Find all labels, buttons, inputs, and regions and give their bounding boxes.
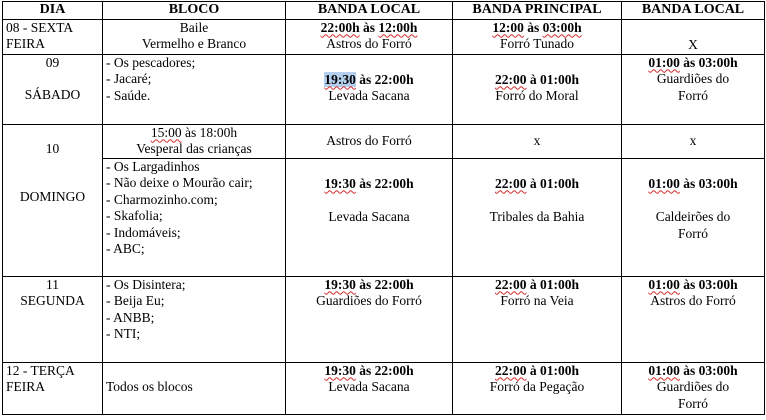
band-name: Tribales da Bahia (489, 209, 585, 224)
local2-cell (622, 124, 765, 158)
time-start: 22:00 (494, 362, 527, 378)
band-name: Forró (678, 225, 708, 241)
time-start: 01:00 (648, 175, 680, 191)
local1-cell (286, 124, 453, 158)
bloco-item: - Charmozinho.com; (106, 191, 218, 207)
dia-line: FEIRA (6, 36, 46, 51)
time-end: 22:00h (374, 71, 414, 87)
bloco-line: Baile (179, 19, 209, 35)
dia-line: 11 (46, 276, 59, 292)
band-name: x (689, 132, 697, 148)
time-end: 03:00h (698, 54, 738, 70)
time-end: 01:00h (539, 175, 579, 191)
local1-cell (286, 276, 453, 362)
time-sep: às (679, 362, 699, 378)
dia-cell (3, 54, 103, 124)
bloco-item: - Jacaré; (106, 71, 152, 86)
band-name: Forró do Moral (495, 88, 579, 103)
principal-cell (453, 54, 622, 124)
band-name: Astros do Forró (650, 293, 736, 308)
schedule-table (2, 1, 765, 415)
time-range (456, 363, 618, 380)
time-range (625, 277, 761, 294)
time-sep: às (355, 362, 375, 378)
principal-cell (453, 124, 622, 158)
time-start: 22:00 (494, 276, 527, 292)
time-sep: à (526, 175, 540, 191)
dia-cell (3, 124, 103, 276)
dia-cell (3, 362, 103, 414)
bloco-line: Vermelho e Branco (141, 36, 247, 51)
header-row (3, 2, 765, 20)
band-name: Forró na Veia (500, 293, 574, 308)
time-sep: às (355, 71, 375, 87)
dia-line: SEGUNDA (20, 293, 85, 308)
time-range (289, 176, 449, 193)
time-range (289, 277, 449, 294)
dia-cell (3, 276, 103, 362)
principal-cell (453, 362, 622, 414)
band-name: Forró Tunado (500, 36, 574, 51)
dia-line: DOMINGO (19, 189, 86, 204)
time-start: 01:00 (648, 362, 680, 378)
header-banda-local-1: BANDA LOCAL (286, 2, 453, 20)
bloco-cell (103, 276, 286, 362)
time-start: 22:00h (320, 19, 360, 35)
dia-cell (3, 19, 103, 54)
table-row (3, 362, 765, 414)
bloco-item: - NTI; (106, 326, 141, 341)
time-sep: às (181, 124, 200, 140)
time-range (625, 55, 761, 72)
time-range (106, 125, 282, 142)
band-name: X (688, 37, 698, 52)
band-name: Levada Sacana (328, 88, 410, 103)
time-end: 12:00h (378, 19, 418, 35)
time-sep: à (526, 362, 540, 378)
time-end: 18:00h (199, 124, 238, 140)
time-sep: às (523, 19, 543, 35)
time-start: 12:00 (492, 19, 524, 35)
local1-cell (286, 54, 453, 124)
local2-cell (622, 276, 765, 362)
bloco-item: - ABC; (106, 241, 145, 256)
dia-line: 10 (45, 140, 60, 156)
time-range (625, 176, 761, 193)
dia-line: 12 - TERÇA (6, 362, 75, 378)
table-row (3, 276, 765, 362)
time-start: 22:00 (494, 175, 527, 191)
bloco-item: - Skafolia; (106, 208, 163, 223)
time-sep: à (526, 276, 540, 292)
bloco-cell (103, 362, 286, 414)
time-range (456, 176, 618, 193)
band-name: Guardiões do (656, 379, 730, 394)
vesperal-cell (103, 124, 286, 158)
bloco-item: - ANBB; (106, 309, 155, 325)
dia-line: FEIRA (6, 379, 46, 394)
band-name: x (533, 132, 541, 148)
header-dia: DIA (3, 2, 103, 20)
principal-cell (453, 158, 622, 276)
time-end: 01:00h (539, 362, 579, 378)
table-row (3, 19, 765, 54)
bloco-item: - Não deixe o Mourão cair; (106, 175, 253, 190)
time-end: 22:00h (374, 175, 414, 191)
time-end: 03:00h (698, 175, 738, 191)
time-start: 22:00 (494, 71, 527, 87)
band-name: Forró (678, 395, 708, 411)
local1-cell (286, 19, 453, 54)
time-range (625, 363, 761, 380)
bloco-text: Todos os blocos (106, 378, 193, 394)
band-name: Guardiões do Forró (316, 293, 422, 308)
time-end: 03:00h (542, 19, 582, 35)
time-end: 03:00h (698, 362, 738, 378)
time-end: 03:00h (698, 276, 738, 292)
time-start: 15:00 (150, 124, 182, 140)
header-bloco: BLOCO (103, 2, 286, 20)
band-name: Astros do Forró (326, 36, 412, 51)
table-row (3, 158, 765, 276)
band-name: Astros do Forró (326, 132, 412, 148)
header-banda-principal: BANDA PRINCIPAL (453, 2, 622, 20)
time-range (289, 72, 449, 89)
band-name: Caldeirões do (655, 209, 731, 224)
dia-line: SÁBADO (24, 87, 81, 102)
band-name: Forró (678, 87, 708, 103)
time-range (289, 20, 449, 37)
time-sep: às (679, 276, 699, 292)
bloco-item: - Os Largadinhos (106, 158, 200, 174)
time-range (456, 20, 618, 37)
local2-cell (622, 362, 765, 414)
dia-line: 08 - SEXTA (6, 19, 74, 35)
time-start: 01:00 (648, 54, 680, 70)
time-end: 22:00h (374, 276, 414, 292)
bloco-cell (103, 158, 286, 276)
local2-cell (622, 158, 765, 276)
band-name: Guardiões do (656, 71, 730, 86)
time-end: 01:00h (539, 71, 579, 87)
principal-cell (453, 276, 622, 362)
local1-cell (286, 362, 453, 414)
time-start: 01:00 (648, 276, 680, 292)
time-sep: às (355, 175, 375, 191)
band-name: Forró da Pegação (489, 379, 585, 394)
time-sep: à (526, 71, 540, 87)
time-sep: às (355, 276, 375, 292)
time-sep: às (359, 19, 379, 35)
local2-cell (622, 54, 765, 124)
time-end: 01:00h (539, 276, 579, 292)
header-banda-local-2: BANDA LOCAL (622, 2, 765, 20)
time-sep: às (679, 54, 699, 70)
time-start: 19:30 (324, 71, 356, 87)
time-range (456, 72, 618, 89)
bloco-item: - Indomáveis; (106, 224, 181, 240)
bloco-item: - Os Disintera; (106, 276, 186, 292)
vesperal-label: Vesperal das crianças (136, 141, 252, 156)
bloco-item: - Beija Eu; (106, 293, 165, 308)
bloco-cell (103, 54, 286, 124)
band-name: Levada Sacana (328, 209, 410, 224)
band-name: Levada Sacana (328, 379, 410, 394)
bloco-item: - Os pescadores; (106, 54, 196, 70)
time-range (456, 277, 618, 294)
local2-cell (622, 19, 765, 54)
principal-cell (453, 19, 622, 54)
time-start: 19:30 (324, 362, 356, 378)
time-sep: às (679, 175, 699, 191)
bloco-item: - Saúde. (106, 87, 151, 103)
table-row (3, 124, 765, 158)
table-row (3, 54, 765, 124)
bloco-cell (103, 19, 286, 54)
time-range (289, 363, 449, 380)
time-end: 22:00h (374, 362, 414, 378)
local1-cell (286, 158, 453, 276)
time-start: 19:30 (324, 175, 356, 191)
time-start: 19:30 (324, 276, 356, 292)
dia-line: 09 (45, 54, 60, 70)
